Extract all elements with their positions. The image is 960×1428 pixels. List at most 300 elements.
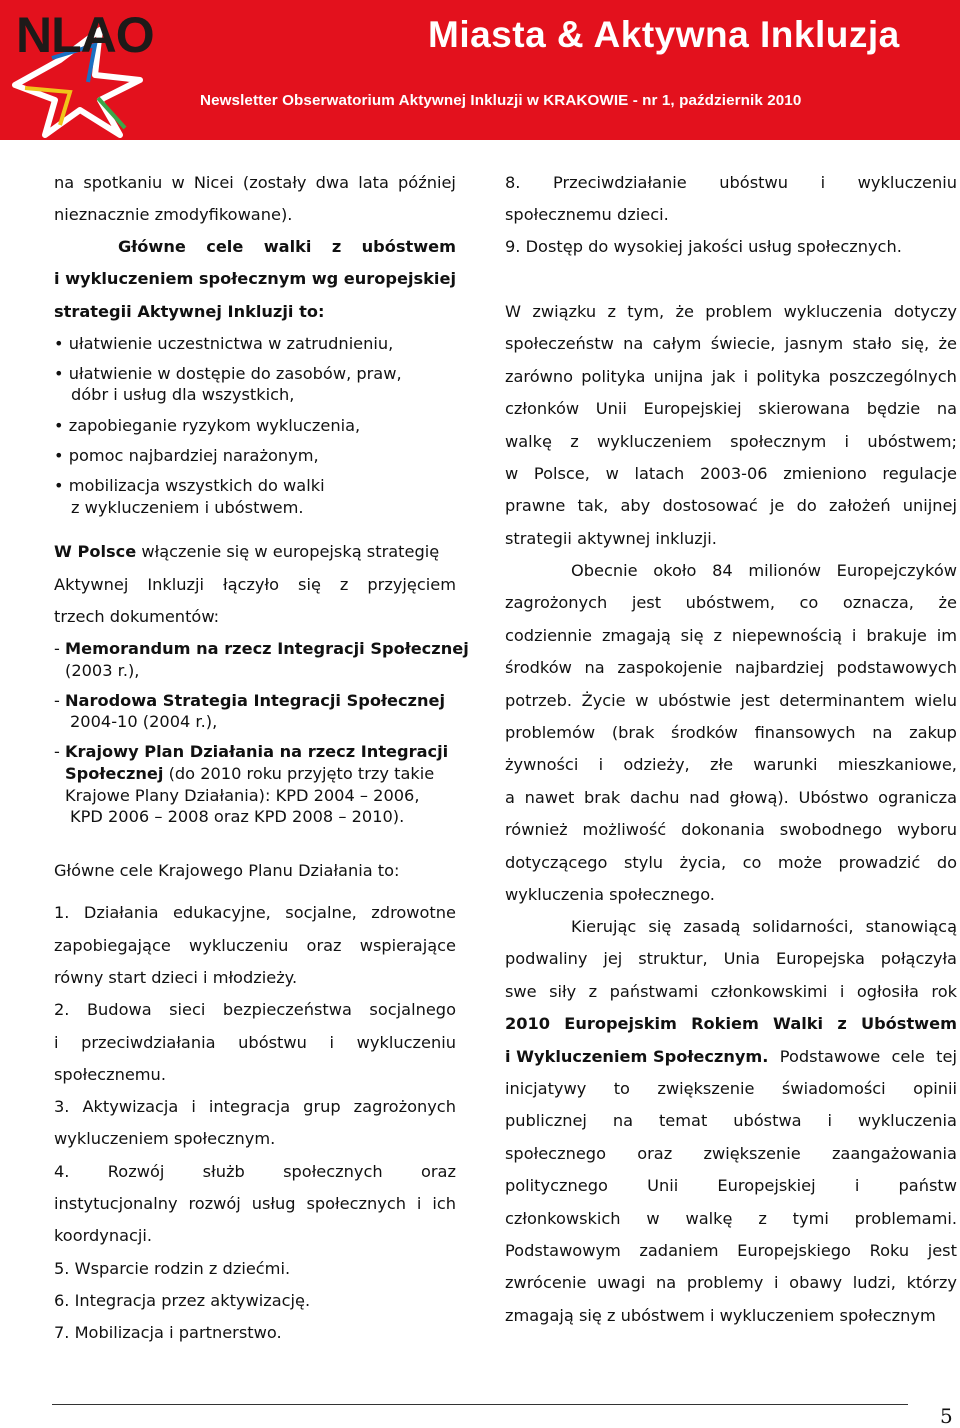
word: się xyxy=(648,917,672,936)
word: państw xyxy=(898,1176,957,1196)
word: wyboru xyxy=(897,820,957,840)
word: i xyxy=(827,1111,833,1131)
word: brak xyxy=(584,787,621,807)
word: jest xyxy=(927,1241,957,1260)
text-line xyxy=(54,999,456,1021)
word: (zostały xyxy=(242,173,307,192)
word: Rokiem xyxy=(691,1014,759,1033)
word: zwrócenie xyxy=(505,1273,587,1293)
word: ubóstwie xyxy=(657,690,731,710)
text-line xyxy=(505,916,957,938)
word: całym xyxy=(652,334,702,354)
word: i xyxy=(598,755,604,775)
word: ogłosiła xyxy=(856,981,919,1001)
text-line xyxy=(505,1175,957,1197)
text-line: społecznemu dzieci. xyxy=(505,205,669,224)
word: brakuje xyxy=(866,625,927,645)
text-line: KPD 2006 – 2008 oraz KPD 2008 – 2010). xyxy=(70,807,405,826)
word: 1. xyxy=(54,903,70,922)
word: środków xyxy=(671,723,738,742)
bullet-text: zapobieganie ryzykom wykluczenia, xyxy=(68,416,361,435)
word: podwaliny xyxy=(505,949,588,969)
word: nad xyxy=(689,787,720,807)
word: możliwość xyxy=(582,820,667,840)
word: później xyxy=(398,173,456,192)
word: warunki xyxy=(753,755,818,775)
word: jest xyxy=(631,593,662,613)
word: Unii xyxy=(647,1176,679,1196)
word: zdrowotne xyxy=(371,903,456,922)
text-line xyxy=(505,657,957,679)
word: publicznej xyxy=(505,1111,587,1131)
page-number: 5 xyxy=(940,1404,953,1428)
word: świadomości xyxy=(781,1079,886,1098)
word: je xyxy=(769,496,785,516)
word: lata xyxy=(358,173,389,192)
word: zaspokojenie xyxy=(617,658,723,678)
text-line xyxy=(54,1096,456,1118)
word: problemów xyxy=(505,723,596,742)
word: łączyło xyxy=(223,575,280,594)
word: może xyxy=(777,852,823,872)
word: aby xyxy=(620,496,651,516)
word: Obecnie xyxy=(571,561,638,580)
word: założeń xyxy=(828,496,891,516)
word: inicjatywy xyxy=(505,1079,587,1098)
word: zwiększenie xyxy=(657,1079,755,1098)
text-line xyxy=(505,754,957,776)
text-line xyxy=(505,366,957,388)
word: że xyxy=(675,302,694,321)
word: stanowiącą xyxy=(865,917,957,936)
word: i xyxy=(329,1033,335,1052)
word: i xyxy=(820,173,826,192)
word: Europejskiego xyxy=(737,1241,851,1260)
word: opinii xyxy=(913,1079,957,1098)
text-line xyxy=(54,902,456,924)
word: z xyxy=(570,431,579,451)
word: jest xyxy=(740,690,770,710)
word: i xyxy=(54,269,60,288)
word: poszczególnych xyxy=(828,366,957,386)
word: oznacza, xyxy=(842,593,914,613)
word: na xyxy=(623,334,644,354)
word: społecznych xyxy=(283,1162,383,1181)
word: uwagi xyxy=(597,1273,646,1293)
word: potrzeb. xyxy=(505,690,573,710)
document-item: - Narodowa Strategia Integracji Społecznej xyxy=(54,691,446,710)
word: świecie, xyxy=(710,334,776,354)
text-line xyxy=(54,172,456,194)
text-line: koordynacji. xyxy=(54,1226,153,1245)
word: wykluczenia xyxy=(857,1111,957,1131)
text-line xyxy=(505,301,957,323)
bullet-text: pomoc najbardziej narażonym, xyxy=(68,446,319,465)
word: ich xyxy=(432,1194,456,1213)
word: prawne xyxy=(505,496,566,516)
word: złe xyxy=(709,755,734,775)
word: Walki xyxy=(773,1014,824,1033)
word: dwa xyxy=(315,173,350,192)
text-line xyxy=(505,1078,957,1100)
bold-text: W Polsce xyxy=(54,542,137,561)
word: im xyxy=(936,625,957,645)
text-line xyxy=(505,560,957,582)
word: oraz xyxy=(637,1143,673,1163)
word: Kierując xyxy=(571,917,637,936)
word: problem xyxy=(705,302,773,321)
bullet-text: ułatwienie w dostępie do zasobów, praw, xyxy=(68,364,402,383)
word: wspierające xyxy=(359,936,456,955)
word: tak, xyxy=(577,496,609,516)
word: Podstawowym xyxy=(505,1241,621,1260)
word: 4. xyxy=(54,1162,70,1181)
word: Europejskiej xyxy=(717,1176,816,1196)
word: Przeciwdziałanie xyxy=(553,173,687,192)
word: 2010 xyxy=(505,1014,551,1033)
bullet-item: • ułatwienie uczestnictwa w zatrudnieniu, xyxy=(54,334,394,353)
word: regulacje xyxy=(882,464,957,483)
word: w xyxy=(171,173,185,192)
word: ubóstwem xyxy=(361,237,456,256)
word: unijnej xyxy=(902,496,957,516)
word: usług xyxy=(251,1194,296,1213)
word: Budowa xyxy=(86,1000,152,1019)
word: w xyxy=(635,690,649,710)
text-line: 5. Wsparcie rodzin z dziećmi. xyxy=(54,1259,291,1278)
text-line: wykluczeniem społecznym. xyxy=(54,1129,276,1148)
word: Inkluzji xyxy=(147,575,204,594)
word: sieci xyxy=(169,1000,206,1019)
word: rozwój xyxy=(188,1194,241,1213)
word: solidarności, xyxy=(752,917,854,936)
word: swe xyxy=(505,981,537,1001)
word: ubóstwu xyxy=(719,173,788,192)
word: wykluczeniem xyxy=(597,431,712,451)
word: państwami xyxy=(609,981,699,1001)
text-line xyxy=(505,690,957,712)
word: i xyxy=(839,981,845,1001)
text-line: społecznemu. xyxy=(54,1065,166,1084)
word: zapobiegające xyxy=(54,936,171,955)
word: tymi xyxy=(792,1208,829,1228)
word: Główne xyxy=(118,237,186,256)
text-line: 9. Dostęp do wysokiej jakości usług społecznych. xyxy=(505,237,902,256)
word: do xyxy=(796,496,817,516)
word: i xyxy=(416,1194,422,1213)
text-line xyxy=(505,1046,957,1068)
word: się, xyxy=(901,334,930,354)
word: z xyxy=(331,237,342,256)
word: Europejskiej xyxy=(643,399,742,419)
text-line: 7. Mobilizacja i partnerstwo. xyxy=(54,1323,282,1342)
bullet-text: ułatwienie uczestnictwa w zatrudnieniu, xyxy=(68,334,394,353)
word: 84 xyxy=(712,561,733,580)
text-line xyxy=(505,1272,957,1294)
word: życia, xyxy=(679,852,727,872)
word: z xyxy=(588,981,598,1001)
word: oraz xyxy=(420,1162,456,1181)
word: do xyxy=(936,852,957,872)
word: się xyxy=(298,575,321,594)
bullet-item: • pomoc najbardziej narażonym, xyxy=(54,446,319,465)
text-line: 2004-10 (2004 r.), xyxy=(70,712,218,731)
word: na xyxy=(656,1273,677,1293)
text-line: strategii aktywnej inkluzji. xyxy=(505,529,717,548)
word: Roku xyxy=(869,1241,910,1260)
text-line xyxy=(505,819,957,841)
word: na xyxy=(54,173,75,192)
word: głową). xyxy=(729,787,789,807)
word: członkowskich xyxy=(505,1208,621,1228)
text-line: zmagają się z ubóstwem i wykluczeniem społecznym xyxy=(505,1306,936,1325)
text-line xyxy=(505,495,957,517)
word: zarówno xyxy=(505,366,574,386)
word: wg xyxy=(311,269,339,288)
word: stylu xyxy=(623,852,664,872)
word: z xyxy=(713,625,722,645)
word: co xyxy=(742,852,762,872)
word: zmagają xyxy=(601,625,671,645)
text-line xyxy=(505,852,957,874)
word: latach xyxy=(634,464,685,483)
word: Podstawowe xyxy=(779,1047,881,1066)
word: społeczeństw xyxy=(505,334,614,354)
text-line xyxy=(54,236,456,258)
text-line xyxy=(505,787,957,809)
word: społecznym xyxy=(198,269,307,288)
word: jasnym xyxy=(784,334,844,354)
word: (brak xyxy=(611,723,655,742)
word: ogranicza xyxy=(878,787,957,807)
word: oraz xyxy=(306,936,342,955)
text-line xyxy=(505,948,957,970)
word: w xyxy=(605,464,619,483)
word: instytucjonalny xyxy=(54,1194,178,1213)
word: w xyxy=(505,464,519,483)
word: dokonania xyxy=(681,820,765,840)
word: Polsce, xyxy=(533,464,590,483)
word: 2. xyxy=(54,1000,70,1019)
bullet-item: • mobilizacja wszystkich do walki xyxy=(54,476,325,495)
word: wykluczenia xyxy=(783,302,883,321)
text-line: Krajowe Plany Działania): KPD 2004 – 2006, xyxy=(65,786,420,805)
word: na xyxy=(936,399,957,419)
text-line: 6. Integracja przez aktywizację. xyxy=(54,1291,311,1310)
word: determinantem xyxy=(779,690,905,710)
word: będzie xyxy=(866,399,921,419)
text-line xyxy=(505,592,957,614)
newsletter-title: Miasta & Aktywna Inkluzja xyxy=(428,14,900,55)
word: Aktywizacja xyxy=(82,1097,179,1116)
word: Aktywnej xyxy=(54,575,129,594)
text-line xyxy=(505,431,957,453)
word: polityka xyxy=(756,366,821,386)
text-line xyxy=(505,333,957,355)
word: odzieży, xyxy=(623,755,690,775)
word: 3. xyxy=(54,1097,70,1116)
word: ubóstwem; xyxy=(867,431,957,451)
document-item: - Krajowy Plan Działania na rzecz Integracji xyxy=(54,742,449,761)
word: z xyxy=(339,575,349,594)
text-line xyxy=(54,1161,456,1183)
word: i xyxy=(851,625,857,645)
word: i xyxy=(191,1097,196,1116)
word: przyjęciem xyxy=(367,575,456,594)
word: Europejczyków xyxy=(836,561,957,580)
word: ubóstwu xyxy=(238,1033,307,1052)
word: zmieniono xyxy=(783,464,867,483)
word: integracja xyxy=(208,1097,291,1116)
footer-rule xyxy=(52,1404,908,1405)
word: zaangażowania xyxy=(831,1143,957,1163)
word: milionów xyxy=(748,561,821,580)
word: cele xyxy=(891,1047,925,1066)
word: z xyxy=(837,1014,847,1033)
word: Ubóstwem xyxy=(860,1014,957,1033)
word: struktur, xyxy=(638,949,708,969)
bold-text: Memorandum na rzecz Integracji Społecznej xyxy=(65,639,469,658)
word: na xyxy=(872,723,893,742)
newsletter-subtitle: Newsletter Obserwatorium Aktywnej Inkluzji w KRAKOWIE - nr 1, październik 2010 xyxy=(200,92,802,109)
word: członków xyxy=(505,399,580,419)
left-column xyxy=(54,168,469,1368)
word: żywności xyxy=(505,755,579,775)
word: ubóstwa xyxy=(733,1111,802,1131)
word: przeciwdziałania xyxy=(81,1033,216,1052)
bullet-continuation: dóbr i usług dla wszystkich, xyxy=(71,385,295,404)
word: i xyxy=(854,1176,860,1196)
word: 2003-06 xyxy=(699,464,768,483)
word: zagrożonych xyxy=(505,593,608,613)
word: Unia xyxy=(723,949,761,969)
bold-text: i Wykluczeniem Społecznym. xyxy=(505,1047,769,1066)
word: grup xyxy=(303,1097,341,1116)
word: około xyxy=(653,561,697,580)
newsletter-banner xyxy=(0,0,960,140)
word: Europejska xyxy=(776,949,865,969)
word: zasadą xyxy=(683,917,741,936)
word: tej xyxy=(936,1047,957,1066)
text-line: trzech dokumentów: xyxy=(54,607,220,626)
word: zwiększenie xyxy=(703,1143,801,1163)
word: związku xyxy=(532,302,597,321)
word: walkę xyxy=(685,1208,733,1228)
word: wykluczeniu xyxy=(356,1033,456,1052)
text: włączenie się w europejską strategię xyxy=(136,542,440,561)
word: podstawowych xyxy=(836,658,957,678)
word: Rozwój xyxy=(107,1162,165,1181)
word: socjalne, xyxy=(285,903,357,922)
word: służb xyxy=(202,1162,245,1181)
word: zadaniem xyxy=(639,1241,719,1260)
word: również xyxy=(505,820,568,840)
text-line: wykluczenia społecznego. xyxy=(505,885,715,904)
word: dostosować xyxy=(662,496,758,516)
word: a xyxy=(505,787,515,807)
word: wykluczeniu xyxy=(857,173,957,192)
bullet-continuation: z wykluczeniem i ubóstwem. xyxy=(71,498,304,517)
section-heading: Główne cele Krajowego Planu Działania to: xyxy=(54,861,400,880)
text-line xyxy=(505,1240,957,1262)
word: że xyxy=(938,334,957,354)
text-line xyxy=(505,1143,957,1165)
word: jak xyxy=(711,366,736,386)
word: wielu xyxy=(914,690,957,710)
word: finansowych xyxy=(754,723,856,742)
word: i xyxy=(54,1033,59,1052)
word: polityka xyxy=(581,366,646,386)
word: Życie xyxy=(581,690,626,710)
text-line xyxy=(505,1110,957,1132)
word: połączyła xyxy=(880,949,957,969)
bullet-text: mobilizacja wszystkich do walki xyxy=(68,476,325,495)
word: problemy xyxy=(686,1273,764,1293)
text-line xyxy=(54,1193,456,1215)
text-line xyxy=(505,722,957,744)
word: stało xyxy=(852,334,892,354)
text-line: (2003 r.), xyxy=(65,661,140,680)
word: walki xyxy=(263,237,312,256)
text-line: strategii Aktywnej Inkluzji to: xyxy=(54,302,325,321)
word: prowadzić xyxy=(838,852,921,872)
word: środków xyxy=(505,658,572,678)
text-line xyxy=(505,1208,957,1230)
text-line xyxy=(54,574,456,596)
word: zagrożonych xyxy=(353,1097,456,1116)
text-line: równy start dzieci i młodzieży. xyxy=(54,968,298,987)
right-column xyxy=(505,168,957,1368)
word: mieszkaniowe, xyxy=(837,755,957,775)
text-line xyxy=(54,935,456,957)
bold-text: Narodowa Strategia Integracji Społecznej xyxy=(65,691,446,710)
word: 8. xyxy=(505,173,521,192)
word: i xyxy=(844,431,850,451)
word: skierowana xyxy=(758,399,851,419)
word: zakup xyxy=(909,723,957,742)
word: politycznego xyxy=(505,1176,608,1196)
word: w xyxy=(646,1208,660,1228)
word: tym, xyxy=(627,302,665,321)
word: temat xyxy=(658,1111,708,1131)
word: europejskiej xyxy=(343,269,456,288)
bold-text: Społecznej xyxy=(65,764,164,783)
word: swobodnego xyxy=(779,820,883,840)
logo-text: NLAO xyxy=(16,7,154,63)
word: W xyxy=(505,302,522,321)
word: na xyxy=(612,1111,634,1131)
word: siły xyxy=(549,981,577,1001)
word: socjalnego xyxy=(369,1000,456,1019)
bold-text: Krajowy Plan Działania na rzecz Integracji xyxy=(65,742,449,761)
word: wykluczeniem xyxy=(65,269,194,288)
word: członkowskimi xyxy=(710,981,828,1001)
word: Działania xyxy=(83,903,159,922)
document-item: - Memorandum na rzecz Integracji Społecznej xyxy=(54,639,469,658)
word: unijna xyxy=(653,366,704,386)
word: ludzi, xyxy=(852,1273,896,1293)
word: codziennie xyxy=(505,625,593,645)
word: walkę xyxy=(505,431,552,451)
word: że xyxy=(938,593,957,613)
word: społecznym xyxy=(730,431,827,451)
word: edukacyjne, xyxy=(172,903,271,922)
bullet-item: • ułatwienie w dostępie do zasobów, praw, xyxy=(54,364,402,383)
word: Ubóstwo xyxy=(798,787,869,807)
text-line xyxy=(505,463,957,485)
word: społecznych xyxy=(306,1194,407,1213)
word: Europejskim xyxy=(564,1014,677,1033)
